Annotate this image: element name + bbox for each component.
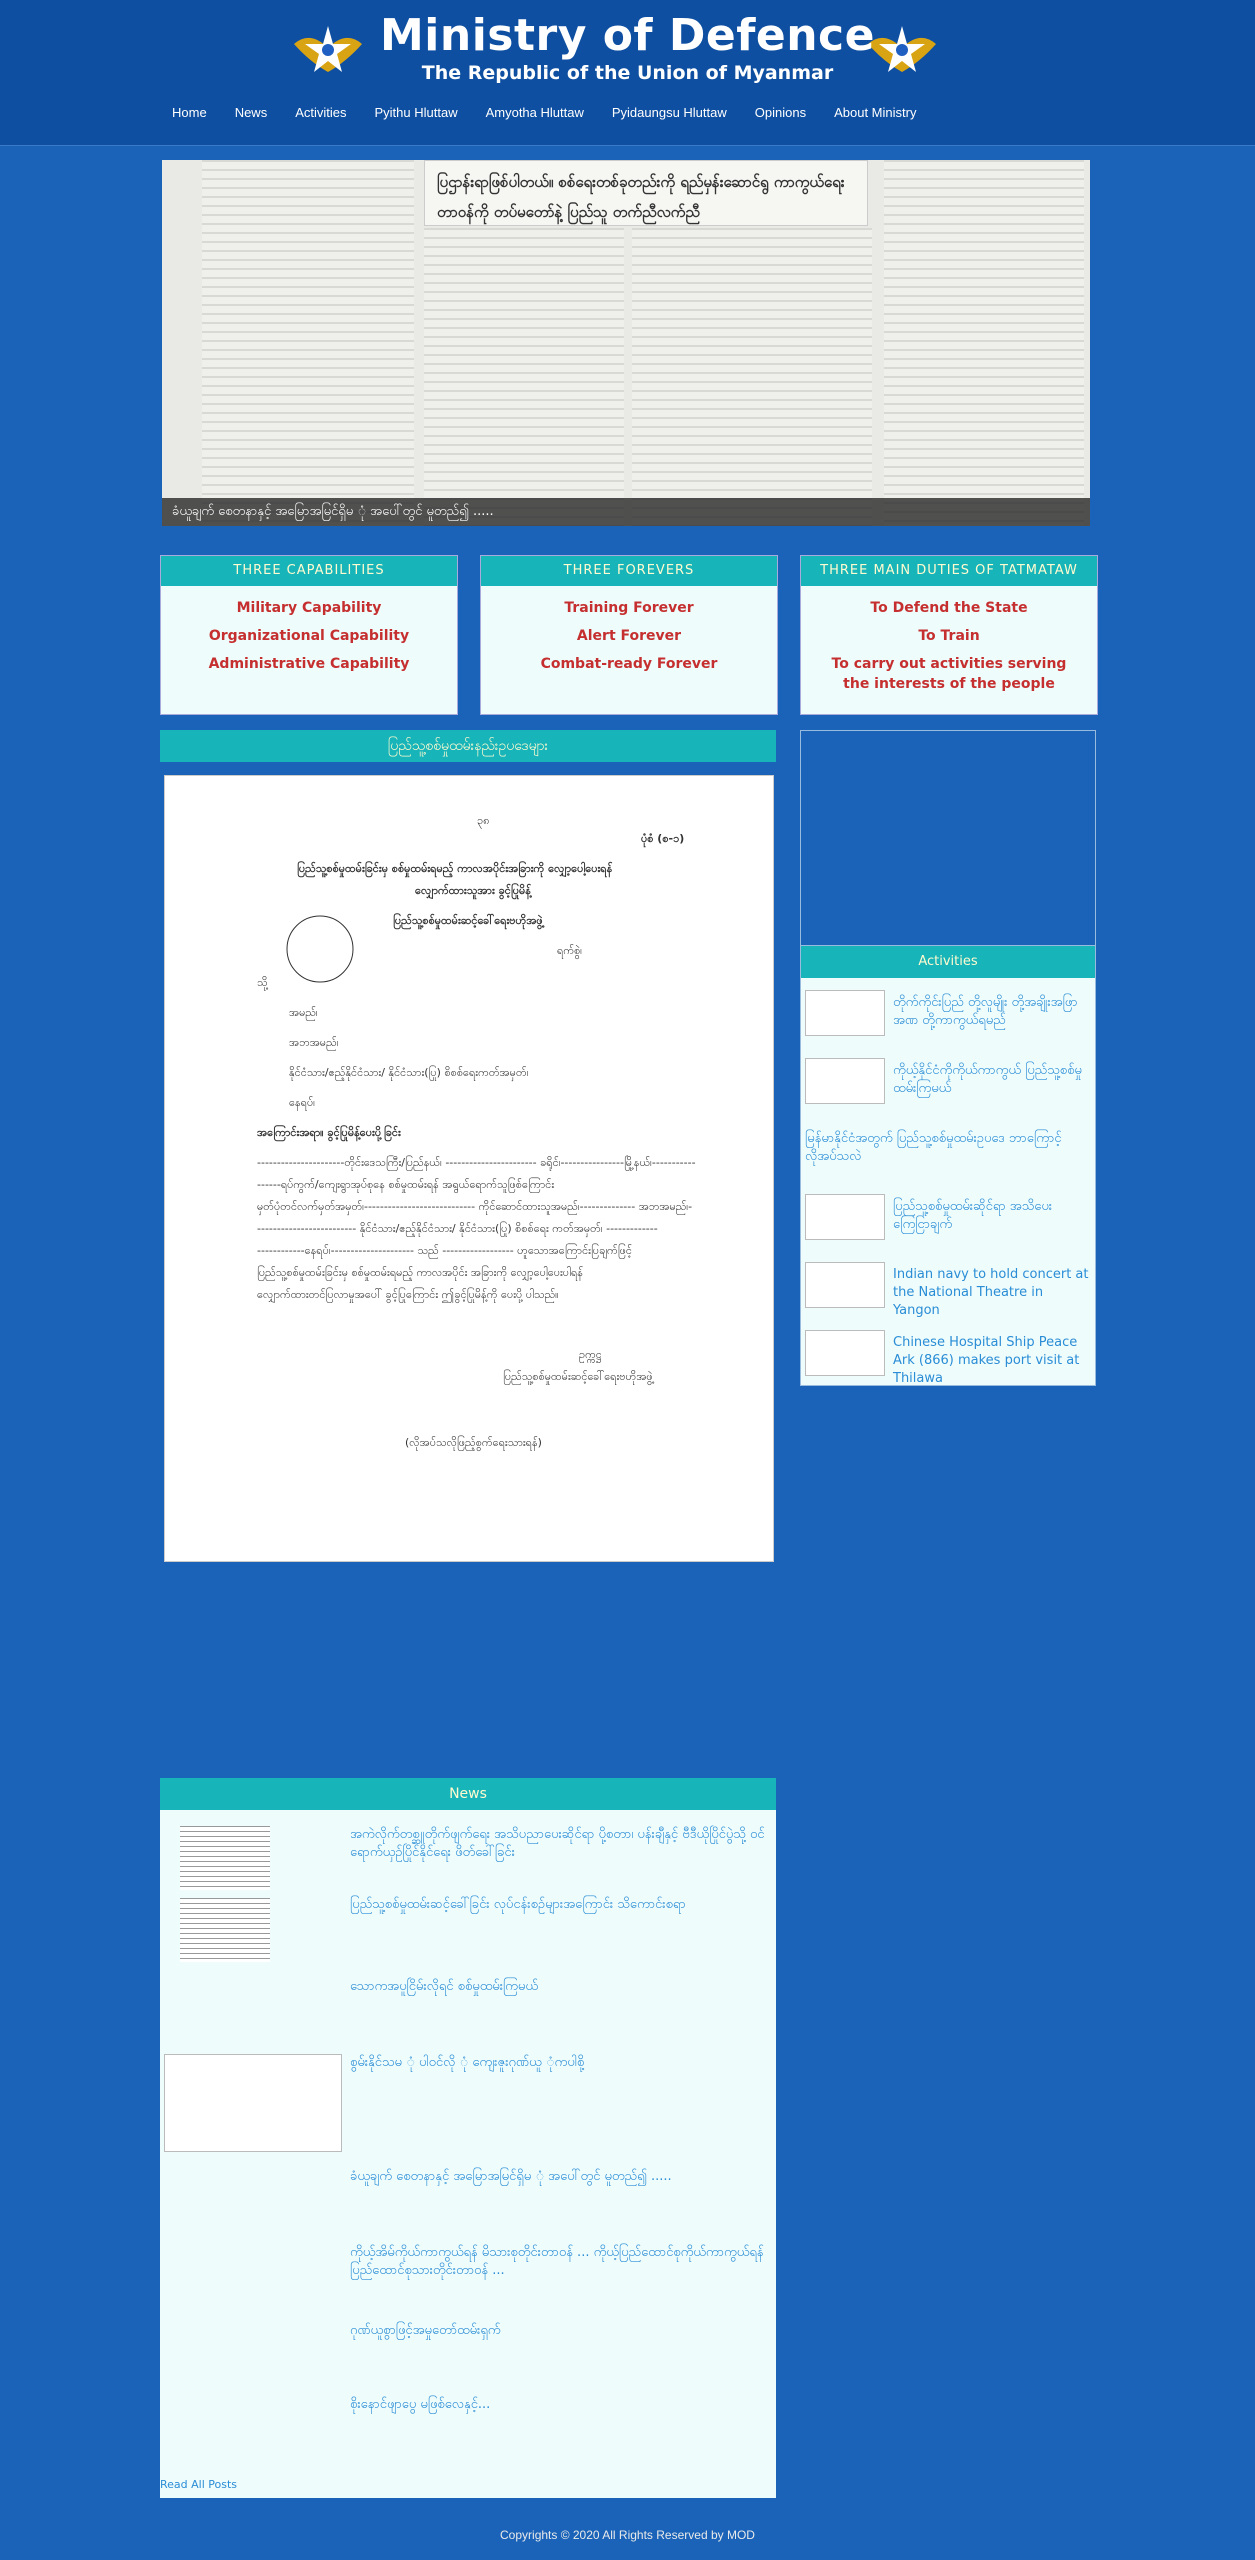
news-item[interactable]: စွမ်းနိုင်သမ ုံ ပါဝင်လို ုံ ကျေးဇူးဂုဏ်ယူ ုံကပါစို့ xyxy=(350,2055,585,2070)
site-subtitle: The Republic of the Union of Myanmar xyxy=(421,62,834,84)
card-item: Military Capability xyxy=(236,600,382,616)
nav-opinions[interactable]: Opinions xyxy=(754,105,807,120)
site-title: Ministry of Defence xyxy=(380,10,875,61)
card-item: To Defend the State xyxy=(870,600,1028,616)
activity-item[interactable] xyxy=(801,1330,1095,1398)
activity-title[interactable]: မြန်မာနိုင်ငံအတွက် ပြည်သူ့စစ်မှုထမ်းဥပဒေ ဘာကြောင့် လိုအပ်သလဲ xyxy=(805,1131,1062,1164)
nav-about-ministry[interactable]: About Ministry xyxy=(834,105,917,120)
news-heading: News xyxy=(160,1778,776,1810)
doc-body-line: ပြည်သူ့စစ်မှုထမ်းခြင်းမှ စစ်မှုထမ်းရမည့် ကာလအပိုင်း အခြားကို လျှော့ပေါ့ပေးပါရန် xyxy=(257,1266,583,1279)
news-item[interactable]: ပြည်သူ့စစ်မှုထမ်းဆင့်ခေါ်ခြင်း လုပ်ငန်းစဉ်များအကြောင်း သိကောင်းစရာ xyxy=(350,1897,686,1912)
doc-to-label: သို့ xyxy=(257,976,268,989)
doc-signature-body: ပြည်သူ့စစ်မှုထမ်းဆင့်ခေါ်ရေးဗဟိုအဖွဲ့ xyxy=(503,1370,653,1383)
card-three-capabilities xyxy=(160,555,458,715)
activity-item[interactable] xyxy=(801,1058,1095,1126)
activity-title[interactable]: Indian navy to hold concert at the National Theatre in Yangon xyxy=(893,1267,1089,1318)
doc-body-line: ------------နေရပ်၊--------------------- သည် ------------------ ဟူသောအကြောင်းပြချက်ဖြင့် xyxy=(257,1244,633,1257)
doc-body-line: ------ရပ်ကွက်/ကျေးရွာအုပ်စုနေ စစ်မှုထမ်းရန် အရွယ်ရောက်သူဖြစ်ကြောင်း xyxy=(257,1178,555,1191)
activity-item[interactable] xyxy=(801,1126,1095,1194)
card-item: To Train xyxy=(918,628,980,644)
seal-circle xyxy=(285,914,355,984)
slider-headline: ပြဌာန်းရာဖြစ်ပါတယ်။ စစ်ရေးတစ်ခုတည်းကို ရည်မှန်းဆောင်ရွ ကာကွယ်ရေးတာဝန်ကို တပ်မတော်နဲ့ ပြည်သူ တက်ညီလက်ညီ xyxy=(424,160,868,226)
doc-body-line: ------------------------- နိုင်ငံသား/ဧည့်နိုင်ငံသား/ နိုင်ငံသား(ပြု) စိစစ်ရေး ကတ်အမှတ်၊ ------------- xyxy=(257,1222,658,1235)
activity-thumbnail[interactable] xyxy=(805,1058,885,1104)
news-item[interactable]: ကိုယ့်အိမ်ကိုယ်ကာကွယ်ရန် မိသားစုတိုင်းတာဝန် ... ကိုယ့်ပြည်ထောင်စုကိုယ်ကာကွယ်ရန် ပြည်ထောင်စုသားတိုင်းတာဝန် ... xyxy=(350,2245,764,2278)
slider-caption[interactable]: ခံယူချက် စေတနာနှင့် အမြောအမြင်ရှိမ ုံ အပေါ်တွင် မူတည်၍ ..... xyxy=(162,498,1090,526)
news-item[interactable]: စိုးနောင်ဖျာပွေ မဖြစ်လေနှင့်... xyxy=(350,2397,491,2412)
card-item: Organizational Capability xyxy=(208,628,410,644)
activity-title[interactable]: Chinese Hospital Ship Peace Ark (866) makes port visit at Thilawa xyxy=(893,1335,1080,1386)
card-item: Alert Forever xyxy=(576,628,682,644)
card-item: Combat-ready Forever xyxy=(540,656,718,672)
activity-thumbnail[interactable] xyxy=(805,1262,885,1308)
nav-amyotha-hluttaw[interactable]: Amyotha Hluttaw xyxy=(485,105,584,120)
law-document xyxy=(164,775,774,1562)
news-item[interactable]: ခံယူချက် စေတနာနှင့် အမြောအမြင်ရှိမ ုံ အပေါ်တွင် မူတည်၍ ..... xyxy=(350,2169,672,2184)
card-heading: THREE FOREVERS xyxy=(481,556,777,586)
principles-cards xyxy=(160,555,1094,715)
news-item[interactable]: အကဲလိုက်တစ္ဆူတိုက်ဖျက်ရေး အသိပညာပေးဆိုင်ရာ ပို့စတာ၊ ပန်းချီနှင့် ဗီဒီယိုပြိုင်ပွဲသို့ ဝင်ရောက်ယှဉ်ပြိုင်နိုင်ရေး ဖိတ်ခေါ်ခြင်း xyxy=(350,1827,765,1860)
activity-thumbnail[interactable] xyxy=(805,1330,885,1376)
activity-item[interactable] xyxy=(801,1194,1095,1262)
news-thumbnail[interactable] xyxy=(164,2054,342,2152)
news-section xyxy=(160,1778,776,2498)
doc-subject: အကြောင်းအရာ။ ခွင့်ပြုမိန့်ပေးပို့ခြင်း xyxy=(257,1126,401,1139)
law-section xyxy=(160,730,776,762)
doc-page-number: ၃၈ xyxy=(477,814,490,827)
activities-panel xyxy=(800,730,1096,1386)
nav-home[interactable]: Home xyxy=(172,105,207,120)
card-heading: THREE CAPABILITIES xyxy=(161,556,457,586)
read-all-posts-link[interactable]: Read All Posts xyxy=(160,2478,238,2491)
activities-heading: Activities xyxy=(801,946,1095,978)
card-three-main-duties xyxy=(800,555,1098,715)
activity-thumbnail[interactable] xyxy=(805,1194,885,1240)
sidebar-blank-area xyxy=(801,731,1095,946)
nav-activities[interactable]: Activities xyxy=(295,105,347,120)
activity-thumbnail[interactable] xyxy=(805,990,885,1036)
site-header xyxy=(0,0,1255,146)
doc-date-label: ရက်စွဲ၊ xyxy=(557,944,583,957)
activity-item[interactable] xyxy=(801,1262,1095,1330)
doc-field-id: နိုင်ငံသား/ဧည့်နိုင်ငံသား/ နိုင်ငံသား(ပြု) စိစစ်ရေးကတ်အမှတ်၊ xyxy=(289,1066,529,1079)
card-three-forevers xyxy=(480,555,778,715)
law-section-heading: ပြည်သူ့စစ်မှုထမ်းနည်းဥပဒေများ xyxy=(160,730,776,762)
doc-field-name: အမည်၊ xyxy=(289,1006,318,1019)
activity-title[interactable]: ကိုယ့်နိုင်ငံကိုကိုယ်ကာကွယ် ပြည်သူ့စစ်မှုထမ်းကြမယ် xyxy=(893,1063,1082,1096)
main-nav xyxy=(172,105,944,120)
card-item: Administrative Capability xyxy=(208,656,410,672)
doc-issuer: ပြည်သူ့စစ်မှုထမ်းဆင့်ခေါ်ရေးဗဟိုအဖွဲ့ xyxy=(393,914,543,927)
news-thumbnail[interactable] xyxy=(180,1898,270,1962)
doc-signature-title: ဥက္ကဋ္ဌ xyxy=(579,1348,602,1361)
doc-field-address: နေရပ်၊ xyxy=(289,1096,315,1109)
doc-subtitle: လျှောက်ထားသူအား ခွင့်ပြုမိန့် xyxy=(415,884,531,897)
card-item: To carry out activities serving the interests of the people xyxy=(831,656,1067,692)
news-thumbnail[interactable] xyxy=(180,1826,270,1890)
card-item: Training Forever xyxy=(564,600,694,616)
doc-field-father: အဘအမည်၊ xyxy=(289,1036,339,1049)
activity-title[interactable]: တိုက်ကိုင်းပြည် တို့လူမျိုး တို့အချိုးအဖြာအဏ တို့ကာကွယ်ရမည် xyxy=(893,995,1078,1028)
card-heading: THREE MAIN DUTIES OF TATMATAW xyxy=(801,556,1097,586)
doc-note: (လိုအပ်သလိုဖြည့်စွက်ရေးသားရန်) xyxy=(405,1436,542,1449)
doc-title: ပြည်သူ့စစ်မှုထမ်းခြင်းမှ စစ်မှုထမ်းရမည့် ကာလအပိုင်းအခြားကို လျှော့ပေါ့ပေးရန် xyxy=(297,862,613,875)
nav-news[interactable]: News xyxy=(234,105,268,120)
doc-body-line: ----------------------တိုင်းဒေသကြီး/ပြည်နယ်၊ ----------------------- ခရိုင်၊----------------မြို့နယ်၊----------- xyxy=(257,1156,696,1169)
news-item[interactable]: သောကအပူငြိမ်းလိုရင် စစ်မှုထမ်းကြမယ် xyxy=(350,1979,538,1994)
nav-pyidaungsu-hluttaw[interactable]: Pyidaungsu Hluttaw xyxy=(611,105,727,120)
news-item[interactable]: ဂုဏ်ယူစွာဖြင့်အမှုတော်ထမ်းရှက် xyxy=(350,2323,501,2338)
activity-title[interactable]: ပြည်သူ့စစ်မှုထမ်းဆိုင်ရာ အသိပေးကြေငြာချက် xyxy=(893,1199,1053,1232)
doc-body-line: မှတ်ပုံတင်လက်မှတ်အမှတ်၊---------------------------- ကိုင်ဆောင်ထားသူအမည်၊-------------- အဘအမည်၊- xyxy=(257,1200,693,1213)
nav-pyithu-hluttaw[interactable]: Pyithu Hluttaw xyxy=(374,105,458,120)
activity-item[interactable] xyxy=(801,990,1095,1058)
doc-body-line: လျှောက်ထားတင်ပြလာမှုအပေါ် ခွင့်ပြုကြောင်း ဤခွင့်ပြုမိန့်ကို ပေးပို့ ပါသည်။ xyxy=(257,1288,559,1301)
featured-slider[interactable] xyxy=(162,160,1090,526)
footer-copyright: Copyrights © 2020 All Rights Reserved by MOD xyxy=(500,2528,755,2542)
doc-form-number: ပုံစံ (စ-၁) xyxy=(641,832,685,845)
